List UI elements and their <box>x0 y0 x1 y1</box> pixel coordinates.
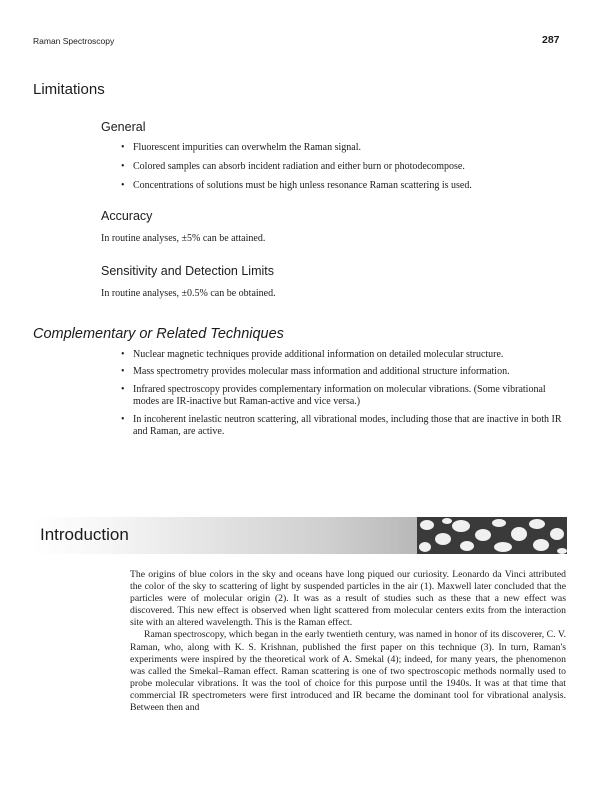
introduction-banner <box>33 517 567 554</box>
bullet-text: Mass spectrometry provides molecular mass information and additional structure information. <box>133 366 510 378</box>
bullet-text: Concentrations of solutions must be high unless resonance Raman scattering is used. <box>133 180 472 191</box>
list-item <box>117 366 572 378</box>
bullet-text: Nuclear magnetic techniques provide additional information on detailed molecular structure. <box>133 349 504 360</box>
list-item <box>117 349 572 361</box>
bullet-text: In incoherent inelastic neutron scattering, all vibrational modes, including those that are inactive in both IR and Raman, are active. <box>133 413 562 438</box>
list-item <box>117 160 567 179</box>
running-head: Raman Spectroscopy <box>33 36 115 46</box>
bullet-text: Fluorescent impurities can overwhelm the Raman signal. <box>133 142 361 153</box>
page-number: 287 <box>542 34 560 46</box>
complementary-bullet-list <box>117 349 572 443</box>
bullet-icon: • <box>121 161 125 172</box>
bullet-icon: • <box>121 413 125 425</box>
bullet-icon: • <box>121 383 125 395</box>
accuracy-heading: Accuracy <box>101 209 153 223</box>
bullet-icon: • <box>121 142 125 153</box>
list-item <box>117 414 572 439</box>
list-item <box>117 179 567 198</box>
general-heading: General <box>101 120 146 134</box>
sensitivity-heading: Sensitivity and Detection Limits <box>101 264 274 278</box>
limitations-heading: Limitations <box>33 81 105 98</box>
bullet-icon: • <box>121 366 125 378</box>
paragraph: The origins of blue colors in the sky and oceans have long piqued our curiosity. Leonardo da Vinci attributed the color of the sky to scattering of light by suspended particles in the air (1). Maxwell later concluded that the particles were of molecular origin (2). It was as a result of studies such as these that a new effect was discovered. This new effect is observed when light scattered from molecular centers exits from the interaction site with an altered wavelength. This is the Raman effect. <box>130 569 566 629</box>
bullet-text: Colored samples can absorb incident radiation and either burn or photodecompose. <box>133 161 465 172</box>
cell-pattern-decoration <box>417 517 567 554</box>
introduction-body <box>130 569 566 714</box>
list-item <box>117 141 567 160</box>
bullet-icon: • <box>121 180 125 191</box>
general-bullet-list <box>117 141 567 198</box>
introduction-heading: Introduction <box>40 525 129 544</box>
bullet-icon: • <box>121 349 125 360</box>
paragraph: Raman spectroscopy, which began in the early twentieth century, was named in honor of its discoverer, C. V. Raman, who, along with K. S. Krishnan, published the first paper on this technique (3). In turn, Raman's experiments were inspired by the theoretical work of A. Smekal (4); indeed, for many years, the phenomenon was called the Smekal–Raman effect. Raman scattering is one of two spectroscopic methods normally used to probe molecular vibrations. It was the tool of choice for this purpose until the 1940s. It was at that time that commercial IR spectrometers were first introduced and IR became the dominant tool for vibrational analysis. Between then and <box>130 629 566 714</box>
list-item <box>117 384 572 409</box>
accuracy-text: In routine analyses, ±5% can be attained. <box>101 233 266 244</box>
sensitivity-text: In routine analyses, ±0.5% can be obtained. <box>101 288 276 299</box>
complementary-heading: Complementary or Related Techniques <box>33 326 284 342</box>
bullet-text: Infrared spectroscopy provides complementary information on molecular vibrations. (Some vibrational modes are IR-inactive but Raman-active and vice versa.) <box>133 383 546 408</box>
